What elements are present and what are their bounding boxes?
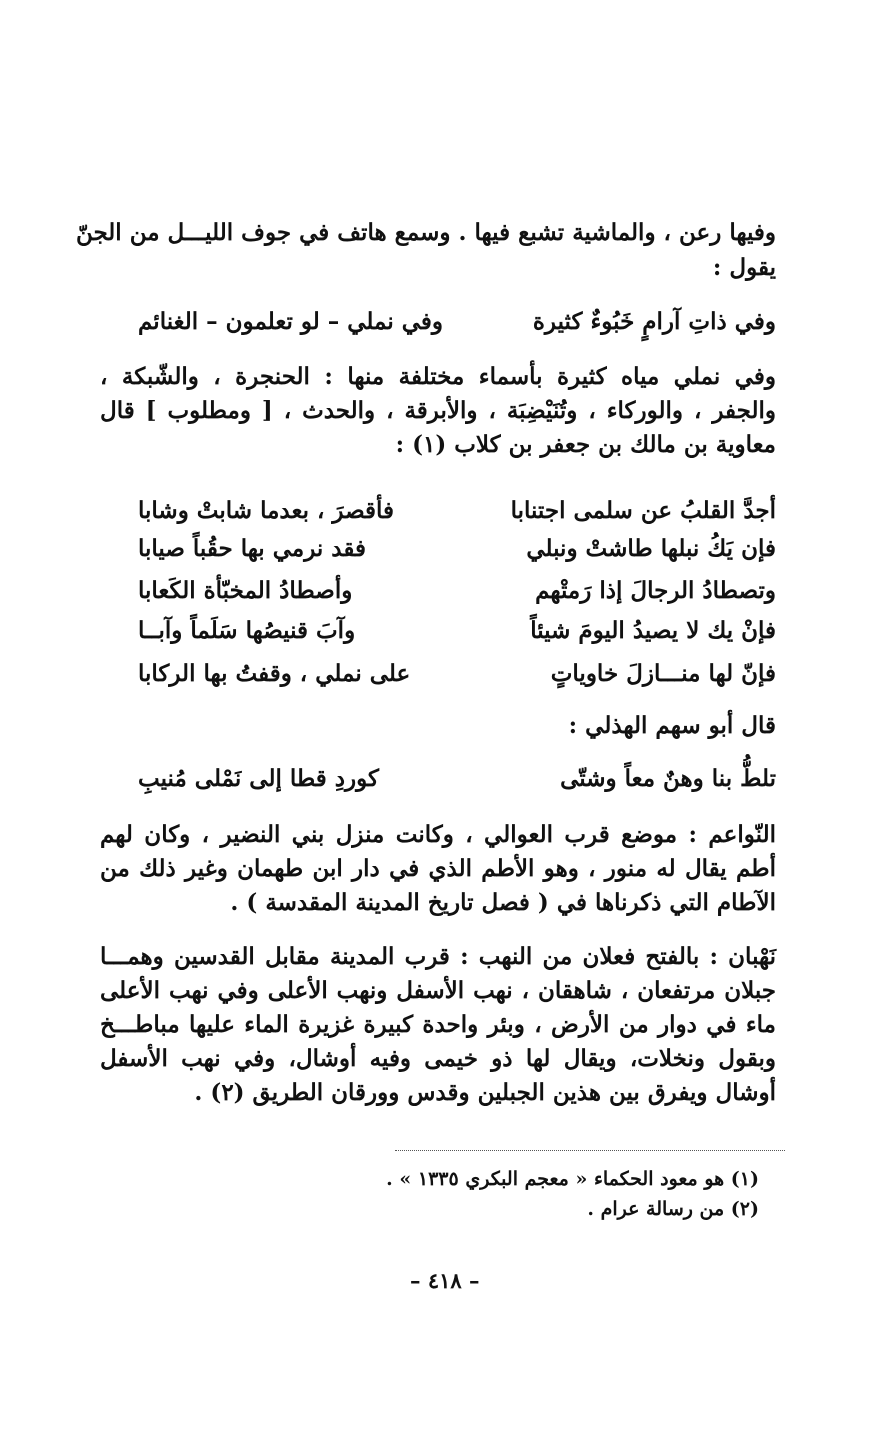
poem-first-hemistich: أجدَّ القلبُ عن سلمى اجتنابا (510, 497, 776, 524)
intro-line-1: وفيها رعن ، والماشية تشبع فيها . وسمع هاتف في جوف الليـــل من الجنّ (75, 219, 776, 246)
verse-second-hemistich: كوردِ قطا إلى نَمْلى مُنيبِ (138, 765, 379, 792)
hudhali-intro: قال أبو سهم الهذلي : (568, 712, 776, 739)
page-number: – ٤١٨ – (410, 1268, 480, 1293)
poem-second-hemistich: فقد نرمي بها حقُباً صيابا (138, 535, 367, 562)
poem-first-hemistich: وتصطادُ الرجالَ إذا رَمتْهم (535, 577, 776, 604)
entry-headword-nahban: نَهْبان : (709, 943, 777, 970)
poem-first-hemistich: فإنّ لها منـــازلَ خاوياتٍ (550, 660, 776, 687)
entry-text-nawaim: موضع قرب العوالي ، وكانت منزل بني النضير ، وكان لهم أطم يقال له منور ، وهو الأطم الذي في دار ابن طهمان وغير ذلك من الآطام التي ذكرناها في ( فصل تاريخ المدينة المقدسة ) . (100, 821, 776, 916)
entry-headword-nawaim: النّواعم : (688, 821, 777, 848)
poem-second-hemistich: وآبَ قنيصُها سَلَماً وآبــا (138, 617, 356, 644)
nahban-entry (100, 940, 776, 1110)
poem-line (100, 577, 776, 613)
verse-hudhali (100, 765, 776, 801)
verse-first-hemistich: تلطُّ بنا وهنٌ معاً وشتّى (560, 765, 776, 792)
poem-line (100, 497, 776, 533)
waters-paragraph: وفي نملي مياه كثيرة بأسماء مختلفة منها : الحنجرة ، والشّبكة ، والجفر ، والوركاء ، وتُنَيْضِبَة ، والأبرقة ، والحدث ، [ ومطلوب ] قال معاوية بن مالك بن جعفر بن كلاب (١) : (100, 363, 776, 458)
poem-first-hemistich: فإن يَكُ نبلها طاشتْ ونبلي (526, 535, 776, 562)
nawaim-entry (100, 818, 776, 920)
entry-text-nahban: بالفتح فعلان من النهب : قرب المدينة مقابل القدسين وهمـــا جبلان مرتفعان ، شاهقان ، نهب الأسفل ونهب الأعلى وفي نهب الأعلى ماء في دوار من الأرض ، وبئر واحدة كبيرة غزيرة الماء عليها مباطـــخ وبقول ونخلات، ويقال لها ذو خيمى وفيه أوشال، وفي نهب الأسفل أوشال ويفرق بين هذين الجبلين وقدس وورقان الطريق (٢) . (100, 943, 776, 1106)
poem-first-hemistich: فإنْ يك لا يصيدُ اليومَ شيئاً (530, 617, 776, 644)
poem-line (100, 617, 776, 653)
footnote-1: (١) هو معود الحكماء « معجم البكري ١٣٣٥ » . (386, 1168, 759, 1190)
poem-second-hemistich: فأقصرَ ، بعدما شابتْ وشابا (138, 497, 395, 524)
intro-line-2: يقول : (712, 254, 776, 281)
footnote-divider (395, 1150, 785, 1151)
poem-second-hemistich: على نملي ، وقفتُ بها الركابا (138, 660, 411, 687)
verse-dhat-aram (100, 308, 776, 344)
poem-line (100, 660, 776, 696)
poem-second-hemistich: وأصطادُ المخبّأة الكَعابا (138, 577, 353, 604)
verse-first-hemistich: وفي ذاتِ آرامٍ خَبُوءٌ كثيرة (532, 308, 776, 335)
poem-line (100, 535, 776, 571)
verse-second-hemistich: وفي نملي – لو تعلمون – الغنائم (138, 308, 444, 335)
footnote-2: (٢) من رسالة عرام . (587, 1198, 759, 1220)
